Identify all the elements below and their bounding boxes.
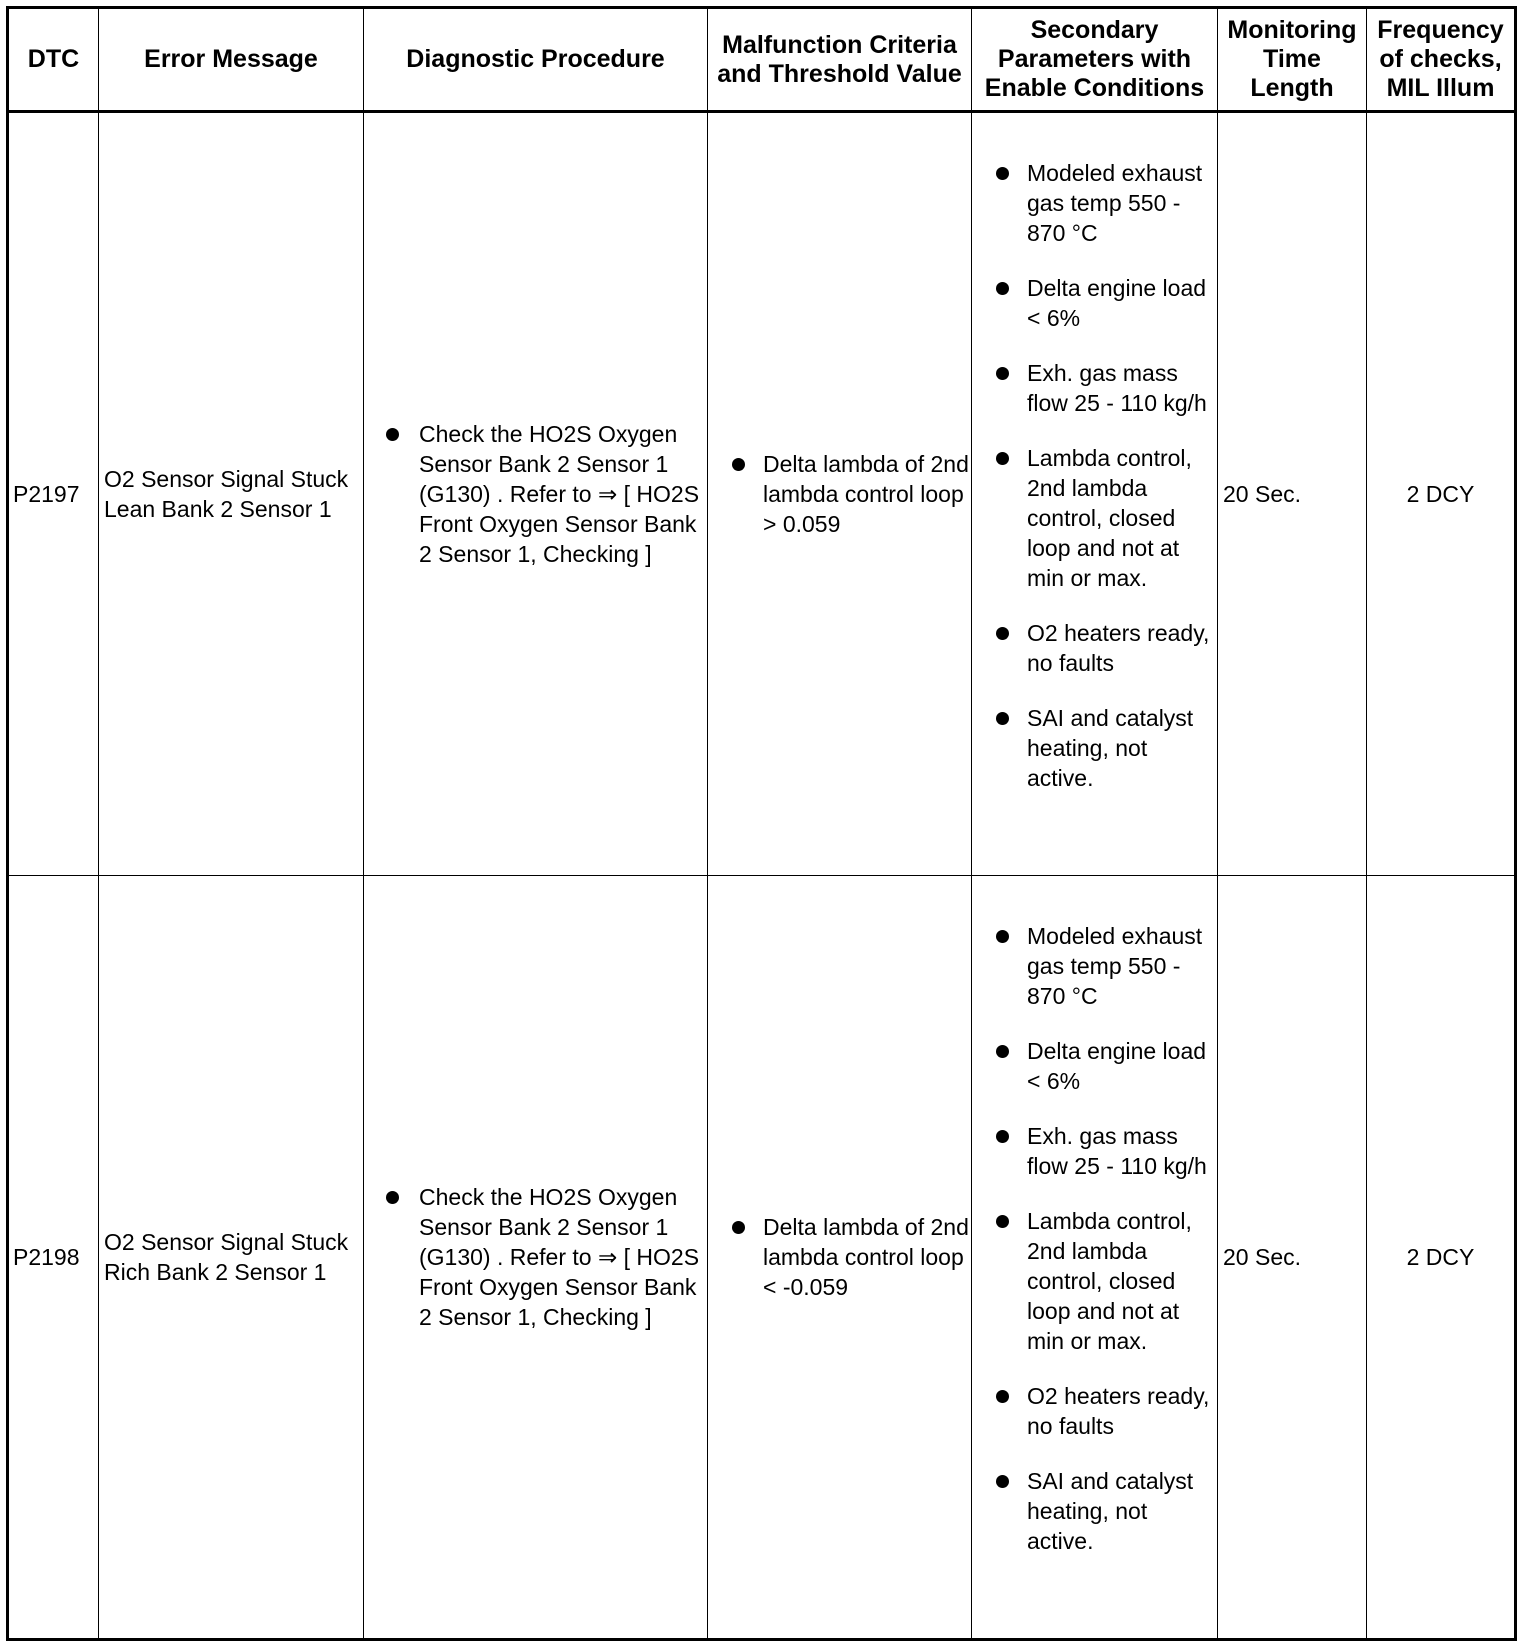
bullet-icon [996,627,1009,640]
error-message: O2 Sensor Signal Stuck Lean Bank 2 Sensor 1 [99,112,364,876]
list-item [972,618,1217,678]
diagnostic-procedure-text: Check the HO2S Oxygen Sensor Bank 2 Sensor 1 (G130) . Refer to ⇒ [ HO2S Front Oxygen Sensor Bank 2 Sensor 1, Checking ] [419,1184,700,1330]
header-diagnostic-procedure: Diagnostic Procedure [364,8,708,112]
parameter-text: Exh. gas mass flow 25 - 110 kg/h [1027,1122,1207,1179]
header-malfunction-criteria: Malfunction Criteria and Threshold Value [708,8,972,112]
secondary-parameters-list [972,148,1217,841]
bullet-icon [996,1130,1009,1143]
list-item [972,921,1217,1011]
header-dtc: DTC [8,8,99,112]
parameter-text: SAI and catalyst heating, not active. [1027,704,1194,791]
list-item [972,1036,1217,1096]
parameter-text: Exh. gas mass flow 25 - 110 kg/h [1027,359,1207,416]
diagnostic-procedure-list [364,419,707,569]
bullet-icon [996,1475,1009,1488]
list-item [972,1381,1217,1441]
malfunction-criteria-list [708,449,971,539]
bullet-icon [996,452,1009,465]
parameter-text: Lambda control, 2nd lambda control, closed loop and not at min or max. [1027,1207,1192,1354]
header-monitoring-time: Monitoring Time Length [1218,8,1367,112]
bullet-icon [996,1390,1009,1403]
parameter-text: Delta engine load < 6% [1027,1037,1207,1094]
table-row [8,112,1516,876]
list-item [972,158,1217,248]
dtc-code: P2198 [8,876,99,1640]
bullet-icon [996,930,1009,943]
secondary-parameters-list [972,911,1217,1604]
list-item [364,1182,707,1332]
diagnostic-procedure-cell [364,876,708,1640]
bullet-icon [386,1191,399,1204]
malfunction-criteria-text: Delta lambda of 2nd lambda control loop > 0.059 [763,451,969,537]
malfunction-criteria-list [708,1212,971,1302]
dtc-code: P2197 [8,112,99,876]
frequency: 2 DCY [1367,876,1516,1640]
bullet-icon [386,428,399,441]
header-row [8,8,1516,112]
bullet-icon [996,167,1009,180]
list-item [972,1121,1217,1181]
parameter-text: Delta engine load < 6% [1027,274,1207,331]
header-error-message: Error Message [99,8,364,112]
list-item [708,1212,971,1302]
frequency: 2 DCY [1367,112,1516,876]
secondary-parameters-cell [972,876,1218,1640]
malfunction-criteria-text: Delta lambda of 2nd lambda control loop < -0.059 [763,1214,969,1300]
diagnostic-procedure-text: Check the HO2S Oxygen Sensor Bank 2 Sensor 1 (G130) . Refer to ⇒ [ HO2S Front Oxygen Sensor Bank 2 Sensor 1, Checking ] [419,421,700,567]
list-item [364,419,707,569]
list-item [708,449,971,539]
monitoring-time: 20 Sec. [1218,876,1367,1640]
malfunction-criteria-cell [708,876,972,1640]
list-item [972,1466,1217,1556]
bullet-icon [996,282,1009,295]
header-secondary-parameters: Secondary Parameters with Enable Conditions [972,8,1218,112]
monitoring-time: 20 Sec. [1218,112,1367,876]
bullet-icon [732,1221,745,1234]
malfunction-criteria-cell [708,112,972,876]
parameter-text: O2 heaters ready, no faults [1027,1382,1210,1439]
list-item [972,273,1217,333]
table-body [8,112,1516,1640]
list-item [972,703,1217,793]
table-header [8,8,1516,112]
secondary-parameters-cell [972,112,1218,876]
bullet-icon [996,367,1009,380]
bullet-icon [996,1215,1009,1228]
parameter-text: O2 heaters ready, no faults [1027,619,1210,676]
parameter-text: SAI and catalyst heating, not active. [1027,1467,1194,1554]
parameter-text: Modeled exhaust gas temp 550 - 870 °C [1027,159,1203,246]
table-row [8,876,1516,1640]
parameter-text: Lambda control, 2nd lambda control, closed loop and not at min or max. [1027,444,1192,591]
diagnostic-procedure-cell [364,112,708,876]
header-frequency: Frequency of checks, MIL Illum [1367,8,1516,112]
list-item [972,443,1217,593]
list-item [972,358,1217,418]
bullet-icon [732,458,745,471]
parameter-text: Modeled exhaust gas temp 550 - 870 °C [1027,922,1203,1009]
error-message: O2 Sensor Signal Stuck Rich Bank 2 Sensor 1 [99,876,364,1640]
list-item [972,1206,1217,1356]
diagnostic-procedure-list [364,1182,707,1332]
bullet-icon [996,1045,1009,1058]
dtc-table [6,6,1517,1641]
bullet-icon [996,712,1009,725]
